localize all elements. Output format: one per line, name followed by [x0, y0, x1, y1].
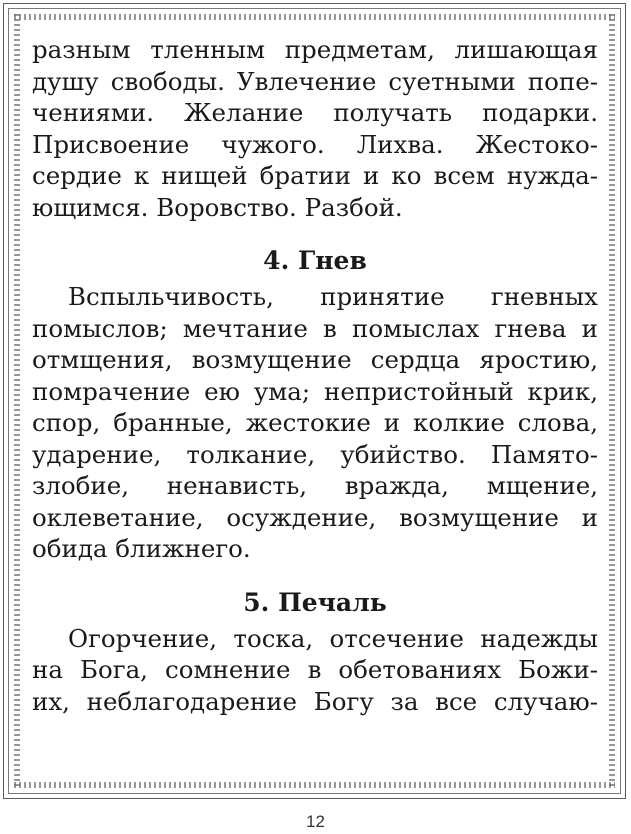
- text-line: ударение, толкание, убийство. Памято-: [32, 439, 598, 469]
- top-paragraph: [32, 34, 598, 223]
- text-line: душу свободы. Увлечение суетными попе-: [32, 66, 598, 96]
- frame-ornament-bottom: [14, 782, 615, 788]
- section-heading-anger: 4. Гнев: [263, 246, 367, 275]
- text-line: чениями. Желание получать подарки.: [32, 98, 598, 127]
- text-line: разным тленным предметам, лишающая: [32, 35, 598, 64]
- text-line: их, неблагодарение Богу за все случаю-: [32, 686, 598, 716]
- text-line: помрачение ею ума; непристойный крик,: [32, 376, 598, 406]
- text-line: злобие, ненависть, вражда, мщение,: [32, 471, 598, 500]
- frame-ornament-right: [609, 14, 615, 788]
- text-line: сердие к нищей братии и ко всем нужда-: [32, 161, 598, 190]
- section-paragraph-sorrow: [32, 623, 598, 718]
- text-line: ющимся. Воровство. Разбой.: [32, 192, 403, 222]
- section-heading-sorrow: 5. Печаль: [243, 587, 387, 617]
- text-line: Присвоение чужого. Лихва. Жестоко-: [32, 129, 598, 159]
- text-line: спор, бранные, жестокие и колкие слова,: [32, 408, 598, 437]
- section-paragraph-anger: [32, 281, 598, 565]
- page-number: 12: [306, 812, 325, 831]
- text-line: отмщения, возмущение сердца яростию,: [32, 345, 598, 374]
- text-line: Огорчение, тоска, отсечение надежды: [68, 623, 598, 653]
- page-content: [32, 34, 598, 717]
- text-line: Вспыльчивость, принятие гневных: [68, 282, 598, 311]
- text-line: помыслов; мечтание в помыслах гнева и: [32, 313, 598, 343]
- text-line: обида ближнего.: [32, 534, 251, 563]
- frame-ornament-left: [14, 14, 20, 788]
- text-line: оклеветание, осуждение, возмущение и: [32, 502, 598, 532]
- frame-ornament-top: [14, 14, 615, 20]
- text-line: на Бога, сомнение в обетованиях Божи-: [32, 655, 598, 684]
